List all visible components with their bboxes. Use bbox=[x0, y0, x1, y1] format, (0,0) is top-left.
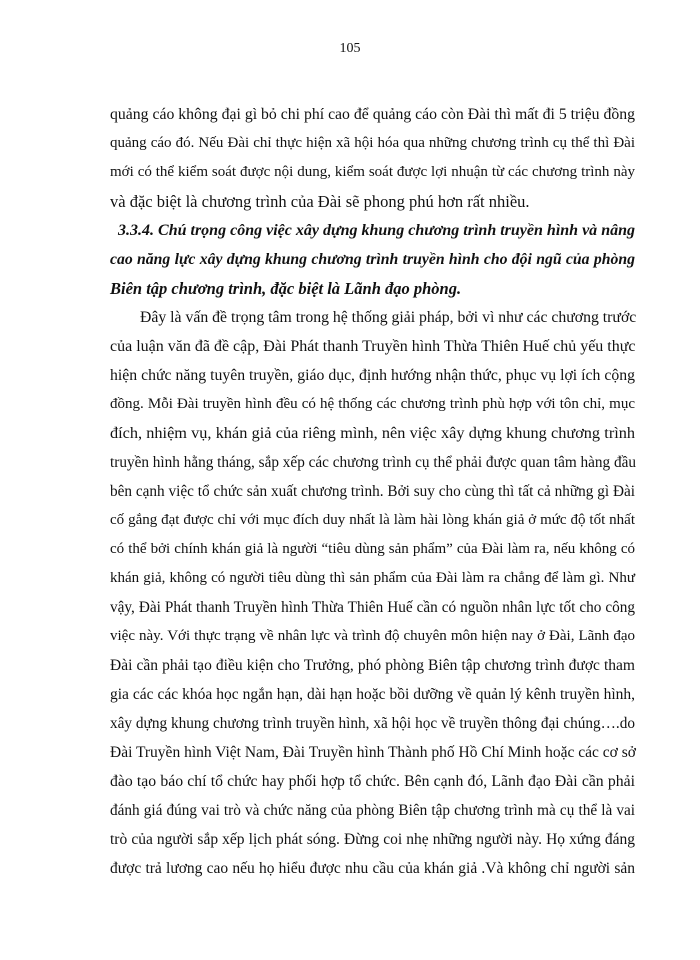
text-line: được trả lương cao nếu họ hiểu được nhu cầu của khán giả .Và không chỉ người sản bbox=[110, 860, 635, 877]
section-heading bbox=[110, 216, 635, 303]
heading-line: 3.3.4. Chú trọng công việc xây dựng khung chương trình truyền hình và nâng bbox=[118, 222, 635, 239]
text-line: có thể bởi chính khán giả là người “tiêu dùng sản phẩm” của Đài làm ra, nếu không có bbox=[110, 541, 635, 557]
text-line: khán giả, không có người tiêu dùng thì sản phẩm của Đài làm ra chẳng để làm gì. Như bbox=[110, 570, 635, 586]
text-line: đánh giá đúng vai trò và chức năng của phòng Biên tập chương trình mà cụ thể là vai bbox=[110, 802, 635, 819]
page-number: 105 bbox=[339, 41, 361, 56]
document-body bbox=[110, 100, 635, 883]
text-line: đồng. Mỗi Đài truyền hình đều có hệ thống các chương trình phù hợp với tôn chỉ, mục bbox=[110, 396, 635, 412]
text-line: mới có thể kiểm soát được nội dung, kiểm soát được lợi nhuận từ các chương trình này bbox=[110, 164, 635, 180]
text-line: Đây là vấn đề trọng tâm trong hệ thống giải pháp, bởi vì như các chương trước bbox=[140, 309, 637, 326]
body-paragraph bbox=[110, 303, 635, 883]
text-line: bên cạnh việc tổ chức sản xuất chương trình. Bởi suy cho cùng thì tất cả những gì Đài bbox=[110, 483, 635, 500]
text-line: của luận văn đã đề cập, Đài Phát thanh Truyền hình Thừa Thiên Huế chủ yếu thực bbox=[110, 338, 636, 355]
heading-line: Biên tập chương trình, đặc biệt là Lãnh đạo phòng. bbox=[110, 279, 462, 298]
text-line: hiện chức năng tuyên truyền, giáo dục, định hướng nhận thức, phục vụ lợi ích cộng bbox=[110, 367, 635, 384]
intro-paragraph bbox=[110, 100, 635, 216]
heading-line: cao năng lực xây dựng khung chương trình truyền hình cho đội ngũ của phòng bbox=[110, 251, 635, 268]
text-line: Đài cần phải tạo điều kiện cho Trưởng, phó phòng Biên tập chương trình được tham bbox=[110, 657, 635, 674]
text-line: đào tạo báo chí tổ chức hay phối hợp tổ chức. Bên cạnh đó, Lãnh đạo Đài cần phải bbox=[110, 773, 635, 790]
text-line: xây dựng khung chương trình truyền hình, xã hội học về truyền thông đại chúng….do bbox=[110, 715, 635, 732]
text-line: truyền hình hằng tháng, sắp xếp các chương trình cụ thể phải được quan tâm hàng đầu bbox=[110, 454, 637, 471]
text-line: vậy, Đài Phát thanh Truyền hình Thừa Thiên Huế cần có nguồn nhân lực tốt cho công bbox=[110, 599, 635, 616]
text-line: trò của người sắp xếp lịch phát sóng. Đừng coi nhẹ những người này. Họ xứng đáng bbox=[110, 831, 635, 848]
text-line: và đặc biệt là chương trình của Đài sẽ phong phú hơn rất nhiều. bbox=[110, 192, 530, 211]
text-line: gia các các khóa học ngắn hạn, dài hạn hoặc bồi dưỡng về quản lý kênh truyền hình, bbox=[110, 686, 635, 703]
text-line: Đài Truyền hình Việt Nam, Đài Truyền hình Thành phố Hồ Chí Minh hoặc các cơ sở bbox=[110, 744, 636, 761]
text-line: đích, nhiệm vụ, khán giả của riêng mình, nên việc xây dựng khung chương trình bbox=[110, 424, 635, 442]
text-line: quảng cáo không đại gì bỏ chi phí cao để quảng cáo còn Đài thì mất đi 5 triệu đồng bbox=[110, 106, 635, 123]
text-line: việc này. Với thực trạng về nhân lực và trình độ chuyên môn hiện nay ở Đài, Lãnh đạo bbox=[110, 628, 635, 644]
text-line: quảng cáo đó. Nếu Đài chỉ thực hiện xã hội hóa qua những chương trình cụ thể thì Đài bbox=[110, 135, 635, 151]
text-line: cố gắng đạt được chỉ với mục đích duy nhất là làm hài lòng khán giả ở mức độ tốt nhất bbox=[110, 512, 635, 528]
